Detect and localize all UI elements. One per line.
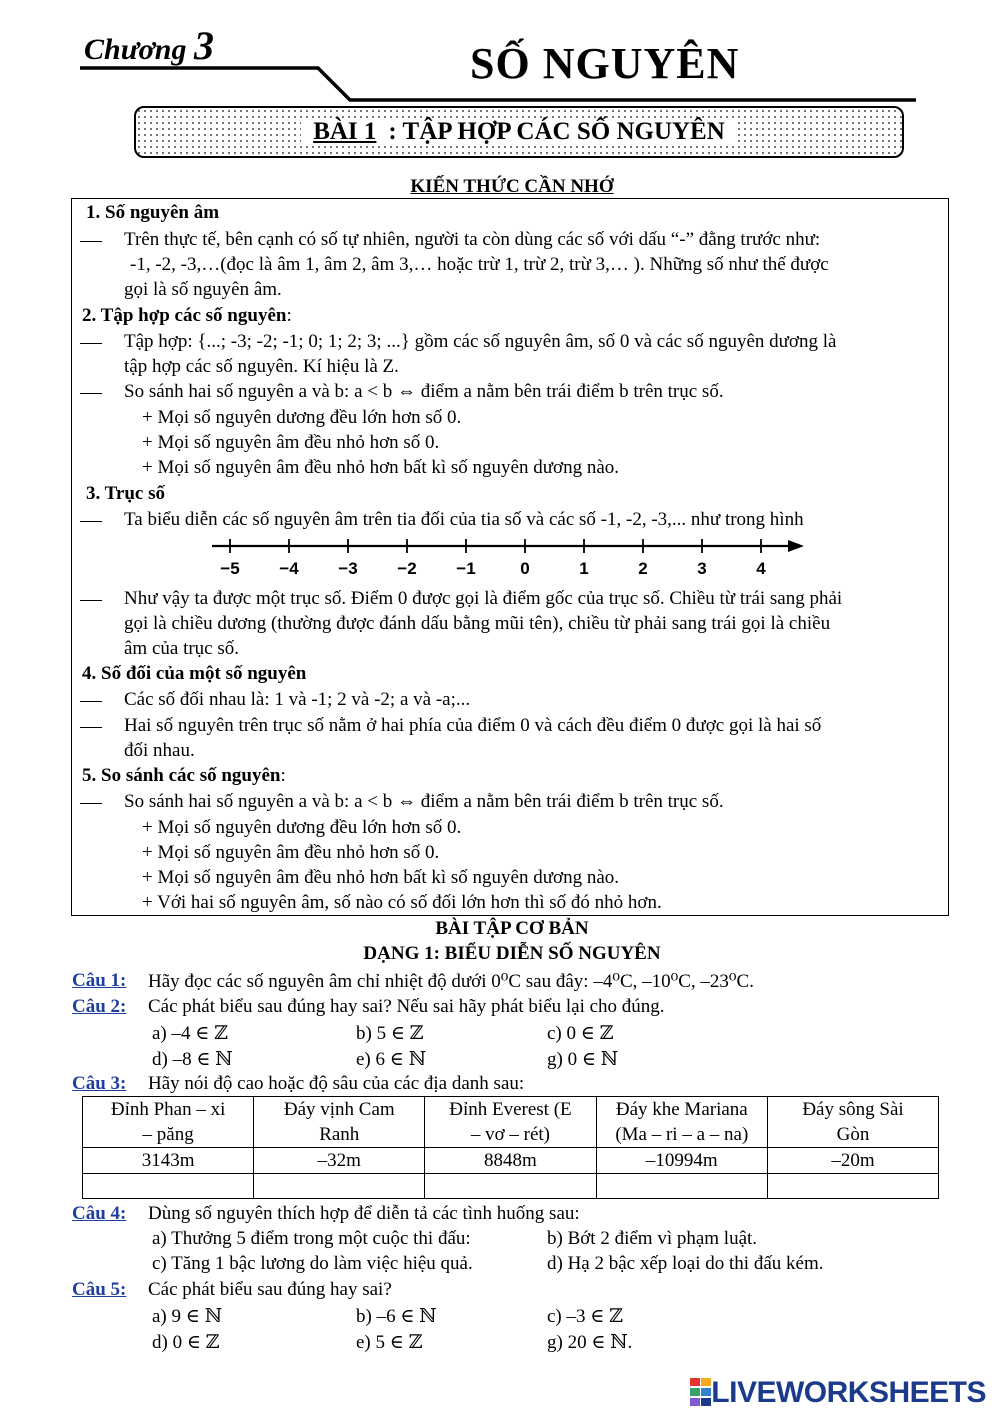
s2-line-1: Tập hợp: {...; -3; -2; -1; 0; 1; 2; 3; ...} gồm các số nguyên âm, số 0 và các số nguyên dương là xyxy=(124,331,837,352)
table-answer-row xyxy=(83,1174,939,1199)
chapter-word: Chương xyxy=(84,33,187,66)
question-1-text: Hãy đọc các số nguyên âm chỉ nhiệt độ dưới 0⁰C sau đây: –4⁰C, –10⁰C, –23⁰C. xyxy=(148,971,754,992)
s1-line-1: Trên thực tế, bên cạnh có số tự nhiên, người ta còn dùng các số với dấu “-” đằng trước như: xyxy=(124,229,821,250)
bullet-dash xyxy=(80,343,102,344)
answer-cell[interactable] xyxy=(425,1174,596,1199)
question-2-text: Các phát biểu sau đúng hay sai? Nếu sai hãy phát biểu lại cho đúng. xyxy=(148,996,665,1017)
q2-option-e: e) 6 ∈ ℕ xyxy=(356,1049,426,1070)
table-cell: –32m xyxy=(254,1148,425,1174)
table-header-cell: Đỉnh Everest (E – vơ – rét) xyxy=(425,1097,596,1148)
s2-line-2: tập hợp các số nguyên. Kí hiệu là Z. xyxy=(124,356,399,377)
q5-option-b: b) –6 ∈ ℕ xyxy=(356,1306,437,1327)
table-header-cell: Đỉnh Phan – xi – păng xyxy=(83,1097,254,1148)
s5-line-1: So sánh hai số nguyên a và b: a < b ⇔ điểm a nằm bên trái điểm b trên trục số. xyxy=(124,791,724,812)
number-line-label: −3 xyxy=(338,559,358,578)
altitude-table xyxy=(82,1096,939,1199)
number-line-label: −1 xyxy=(456,559,476,578)
bullet-dash xyxy=(80,701,102,702)
question-2-label: Câu 2: xyxy=(72,996,127,1017)
table-header-cell: Đáy vịnh Cam Ranh xyxy=(254,1097,425,1148)
q2-option-a: a) –4 ∈ ℤ xyxy=(152,1023,228,1044)
s3-line-1: Ta biểu diễn các số nguyên âm trên tia đối của tia số và các số -1, -2, -3,... như trong hình xyxy=(124,509,804,530)
dang1-heading: DẠNG 1: BIỂU DIỄN SỐ NGUYÊN xyxy=(363,943,661,964)
question-1 xyxy=(72,970,126,992)
q2-option-b: b) 5 ∈ ℤ xyxy=(356,1023,424,1044)
section-4-title: 4. Số đối của một số nguyên xyxy=(82,663,307,684)
table-header-cell: Đáy khe Mariana (Ma – ri – a – na) xyxy=(596,1097,767,1148)
question-5-label: Câu 5: xyxy=(72,1279,127,1300)
answer-cell[interactable] xyxy=(83,1174,254,1199)
s2-line-3: So sánh hai số nguyên a và b: a < b ⇔ điểm a nằm bên trái điểm b trên trục số. xyxy=(124,381,724,402)
bullet-dash xyxy=(80,600,102,601)
table-header-cell: Đáy sông Sài Gòn xyxy=(768,1097,939,1148)
q5-option-g: g) 20 ∈ ℕ. xyxy=(547,1332,633,1353)
q5-option-e: e) 5 ∈ ℤ xyxy=(356,1332,423,1353)
bullet-dash xyxy=(80,393,102,394)
s4-line-2: Hai số nguyên trên trục số nằm ở hai phía của điểm 0 và cách đều điểm 0 được gọi là hai số xyxy=(124,715,822,736)
s3-line-2: Như vậy ta được một trục số. Điểm 0 được gọi là điểm gốc của trục số. Chiều từ trái sang phải xyxy=(124,588,843,609)
s1-line-2: -1, -2, -3,…(đọc là âm 1, âm 2, âm 3,… hoặc trừ 1, trừ 2, trừ 3,… ). Những số như thế được xyxy=(130,254,829,275)
s2-point-2: + Mọi số nguyên âm đều nhỏ hơn số 0. xyxy=(142,432,440,453)
bullet-dash xyxy=(80,727,102,728)
s3-line-4: âm của trục số. xyxy=(124,638,240,659)
lesson-title: BÀI 1 : TẬP HỢP CÁC SỐ NGUYÊN xyxy=(136,118,902,146)
number-line-label: 4 xyxy=(756,559,766,578)
question-4 xyxy=(72,1203,126,1225)
question-3-label: Câu 3: xyxy=(72,1073,127,1094)
answer-cell[interactable] xyxy=(768,1174,939,1199)
q4-option-d: d) Hạ 2 bậc xếp loại do thi đấu kém. xyxy=(547,1253,824,1274)
section-5-title: 5. So sánh các số nguyên: xyxy=(82,765,286,786)
table-header-row xyxy=(83,1097,939,1148)
s2-point-1: + Mọi số nguyên dương đều lớn hơn số 0. xyxy=(142,407,462,428)
question-3-text: Hãy nói độ cao hoặc độ sâu của các địa danh sau: xyxy=(148,1073,525,1094)
number-line-label: −5 xyxy=(220,559,240,578)
knowledge-heading: KIẾN THỨC CẦN NHỚ xyxy=(410,176,614,197)
table-cell: –10994m xyxy=(596,1148,767,1174)
q4-option-a: a) Thưởng 5 điểm trong một cuộc thi đấu: xyxy=(152,1228,471,1249)
number-line-label: 0 xyxy=(520,559,530,578)
question-5 xyxy=(72,1279,126,1301)
s4-line-3: đối nhau. xyxy=(124,740,195,761)
liveworksheets-logo[interactable]: LIVEWORKSHEETS xyxy=(711,1376,986,1409)
s5-point-2: + Mọi số nguyên âm đều nhỏ hơn số 0. xyxy=(142,842,440,863)
question-1-label: Câu 1: xyxy=(72,970,127,991)
number-line-label: 2 xyxy=(638,559,648,578)
table-cell: 3143m xyxy=(83,1148,254,1174)
chapter-number: 3 xyxy=(193,23,214,68)
s2-point-3: + Mọi số nguyên âm đều nhỏ hơn bất kì số nguyên dương nào. xyxy=(142,457,620,478)
table-row xyxy=(83,1148,939,1174)
bullet-dash xyxy=(80,241,102,242)
q2-option-d: d) –8 ∈ ℕ xyxy=(152,1049,233,1070)
section-1-title: 1. Số nguyên âm xyxy=(86,202,220,223)
lesson-title-box xyxy=(134,106,904,158)
table-cell: –20m xyxy=(768,1148,939,1174)
q5-option-a: a) 9 ∈ ℕ xyxy=(152,1306,222,1327)
question-3 xyxy=(72,1073,126,1095)
table-cell: 8848m xyxy=(425,1148,596,1174)
s5-point-4: + Với hai số nguyên âm, số nào có số đối lớn hơn thì số đó nhỏ hơn. xyxy=(142,892,662,913)
answer-cell[interactable] xyxy=(596,1174,767,1199)
section-3-title: 3. Trục số xyxy=(86,483,165,504)
chapter-title: SỐ NGUYÊN xyxy=(470,39,740,88)
s5-point-3: + Mọi số nguyên âm đều nhỏ hơn bất kì số nguyên dương nào. xyxy=(142,867,620,888)
q5-option-c: c) –3 ∈ ℤ xyxy=(547,1306,623,1327)
number-line-label: 3 xyxy=(697,559,707,578)
s1-line-3: gọi là số nguyên âm. xyxy=(124,279,282,300)
q2-option-g: g) 0 ∈ ℕ xyxy=(547,1049,619,1070)
question-5-text: Các phát biểu sau đúng hay sai? xyxy=(148,1279,392,1300)
answer-cell[interactable] xyxy=(254,1174,425,1199)
s3-line-3: gọi là chiều dương (thường được đánh dấu bằng mũi tên), chiều từ phải sang trái gọi là chiều xyxy=(124,613,831,634)
s5-point-1: + Mọi số nguyên dương đều lớn hơn số 0. xyxy=(142,817,462,838)
number-line xyxy=(200,534,820,582)
q4-option-b: b) Bớt 2 điểm vì phạm luật. xyxy=(547,1228,758,1249)
question-2 xyxy=(72,996,126,1018)
q4-option-c: c) Tăng 1 bậc lương do làm việc hiệu quả. xyxy=(152,1253,473,1274)
liveworksheets-logo-icon xyxy=(690,1378,712,1408)
q2-option-c: c) 0 ∈ ℤ xyxy=(547,1023,614,1044)
chapter-label xyxy=(84,22,214,69)
number-line-label: −2 xyxy=(397,559,417,578)
section-2-title: 2. Tập hợp các số nguyên: xyxy=(82,305,292,326)
bullet-dash xyxy=(80,803,102,804)
s4-line-1: Các số đối nhau là: 1 và -1; 2 và -2; a và -a;... xyxy=(124,689,471,710)
bullet-dash xyxy=(80,521,102,522)
question-4-text: Dùng số nguyên thích hợp để diễn tả các tình huống sau: xyxy=(148,1203,580,1224)
exercises-heading: BÀI TẬP CƠ BẢN xyxy=(435,918,589,939)
q5-option-d: d) 0 ∈ ℤ xyxy=(152,1332,220,1353)
number-line-label: −4 xyxy=(279,559,299,578)
number-line-label: 1 xyxy=(579,559,589,578)
question-4-label: Câu 4: xyxy=(72,1203,127,1224)
